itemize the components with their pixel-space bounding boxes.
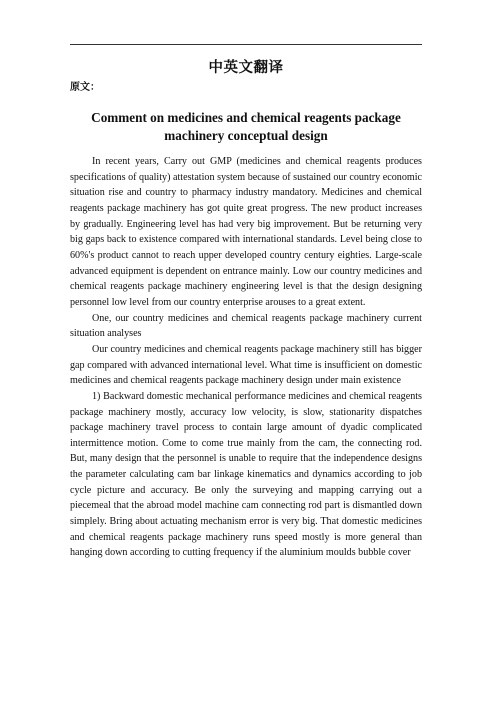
paragraph-intro: In recent years, Carry out GMP (medicines and chemical reagents produces specifications of quality) attestation system because of sustained our country economic situation rise and country to pharmacy industry mandatory. Medicines and chemical reagents package machinery has got quite great progress. The new product increases by gradually. Engineering level has had very big improvement. But be returning very big gaps back to existence compared with international standards. Level being close to 60%'s product cannot to reach upper developed country century eighties. Large-scale advanced equipment is dependent on entrance mainly. Low our country medicines and chemical reagents package machinery engineering level is that the design designing personnel low level from our country enterprise arouses to a great extent. [70, 156, 422, 308]
paragraph-section-heading: One, our country medicines and chemical reagents package machinery current situation analyses [70, 312, 422, 340]
header-rule [70, 44, 422, 45]
article-title: Comment on medicines and chemical reagents package machinery conceptual design [91, 110, 401, 143]
paragraph-gap-overview: Our country medicines and chemical reagents package machinery still has bigger gap compared with advanced international level. What time is insufficient on domestic medicines and chemical reagents package machinery design under main existence [70, 343, 422, 387]
paragraph-point-1: 1) Backward domestic mechanical performance medicines and chemical reagents package machinery mostly, accuracy low velocity, is slow, stationarity dispatches package machinery travel process to contain large amount of dyadic complicated intermittence motion. Come to come true mainly from the cam, the connecting rod. But, many design that the personnel is unable to require that the independence designs the parameter calculating cam bar linkage kinematics and dynamics according to job cycle picture and accuracy. Be only the surveying and mapping carrying out a piecemeal that the abroad model machine cam connecting rod part is dismantled down simplely. Bring about actuating mechanism error is very big. That domestic medicines and chemical reagents package machinery runs speed mostly is more general than hanging down according to cutting frequency if the aluminium moulds bubble cover [70, 390, 422, 559]
document-title: 中英文翻译 [208, 60, 284, 76]
original-text-label: 原文： [70, 82, 100, 93]
article-body [70, 154, 422, 561]
